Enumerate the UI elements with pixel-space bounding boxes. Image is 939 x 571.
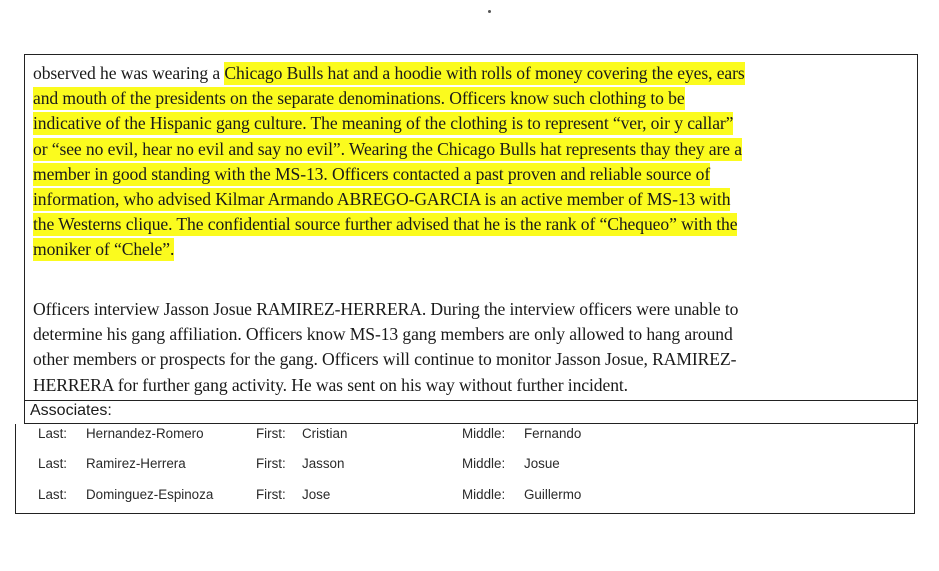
text-line: HERRERA for further gang activity. He was sent on his way without further incident.	[33, 374, 628, 395]
text-line	[33, 137, 911, 162]
highlighted-text: Chicago Bulls hat and a hoodie with rolls of money covering the eyes, ears	[224, 63, 745, 83]
highlighted-text: member in good standing with the MS-13. Officers contacted a past proven and reliable source of	[33, 163, 711, 184]
table-row	[16, 454, 914, 476]
last-name: Dominguez-Espinoza	[86, 487, 214, 502]
table-row	[16, 485, 914, 507]
text-line: determine his gang affiliation. Officers know MS-13 gang members are only allowed to hang around	[33, 324, 733, 345]
highlighted-text: information, who advised Kilmar Armando ABREGO-GARCIA is an active member of MS-13 with	[33, 188, 731, 209]
text-line: observed he was wearing a Chicago Bulls hat and a hoodie with rolls of money covering the eyes, ears	[33, 63, 745, 83]
middle-label: Middle:	[462, 487, 506, 502]
text-line	[33, 187, 911, 212]
first-name: Cristian	[302, 426, 348, 441]
scan-speck	[488, 10, 491, 13]
last-label: Last:	[38, 456, 68, 471]
text-line	[33, 86, 911, 111]
narrative-paragraph-2	[33, 297, 911, 398]
first-label: First:	[256, 456, 286, 471]
last-name: Hernandez-Romero	[86, 426, 204, 441]
text-line: Officers interview Jasson Josue RAMIREZ-HERRERA. During the interview officers were unable to	[33, 299, 739, 319]
table-row	[16, 424, 914, 446]
text-line	[33, 212, 911, 237]
text-line: other members or prospects for the gang. Officers will continue to monitor Jasson Josue, RAMIREZ-	[33, 349, 737, 370]
highlighted-text: the Westerns clique. The confidential source further advised that he is the rank of “Chequeo” with the	[33, 214, 738, 235]
highlighted-text: and mouth of the presidents on the separate denominations. Officers know such clothing to be	[33, 88, 685, 109]
last-label: Last:	[38, 487, 68, 502]
first-name: Jasson	[302, 456, 345, 471]
highlighted-text: or “see no evil, hear no evil and say no evil”. Wearing the Chicago Bulls hat represents thay they are a	[33, 138, 742, 159]
last-label: Last:	[38, 426, 68, 441]
text-line	[33, 111, 911, 136]
narrative-paragraph-1	[33, 61, 911, 263]
middle-name: Josue	[524, 456, 560, 471]
highlighted-text: moniker of “Chele”.	[33, 239, 175, 260]
first-label: First:	[256, 426, 286, 441]
text-line	[33, 162, 911, 187]
associates-title: Associates:	[30, 402, 112, 419]
middle-label: Middle:	[462, 456, 506, 471]
associates-header	[24, 400, 918, 424]
associates-table	[15, 424, 915, 514]
first-name: Jose	[302, 487, 331, 502]
first-label: First:	[256, 487, 286, 502]
narrative-section	[24, 54, 918, 400]
middle-name: Fernando	[524, 426, 582, 441]
text-line	[33, 237, 911, 262]
highlighted-text: indicative of the Hispanic gang culture. The meaning of the clothing is to represent “ver, oir y callar”	[33, 113, 734, 134]
middle-label: Middle:	[462, 426, 506, 441]
last-name: Ramirez-Herrera	[86, 456, 186, 471]
middle-name: Guillermo	[524, 487, 582, 502]
